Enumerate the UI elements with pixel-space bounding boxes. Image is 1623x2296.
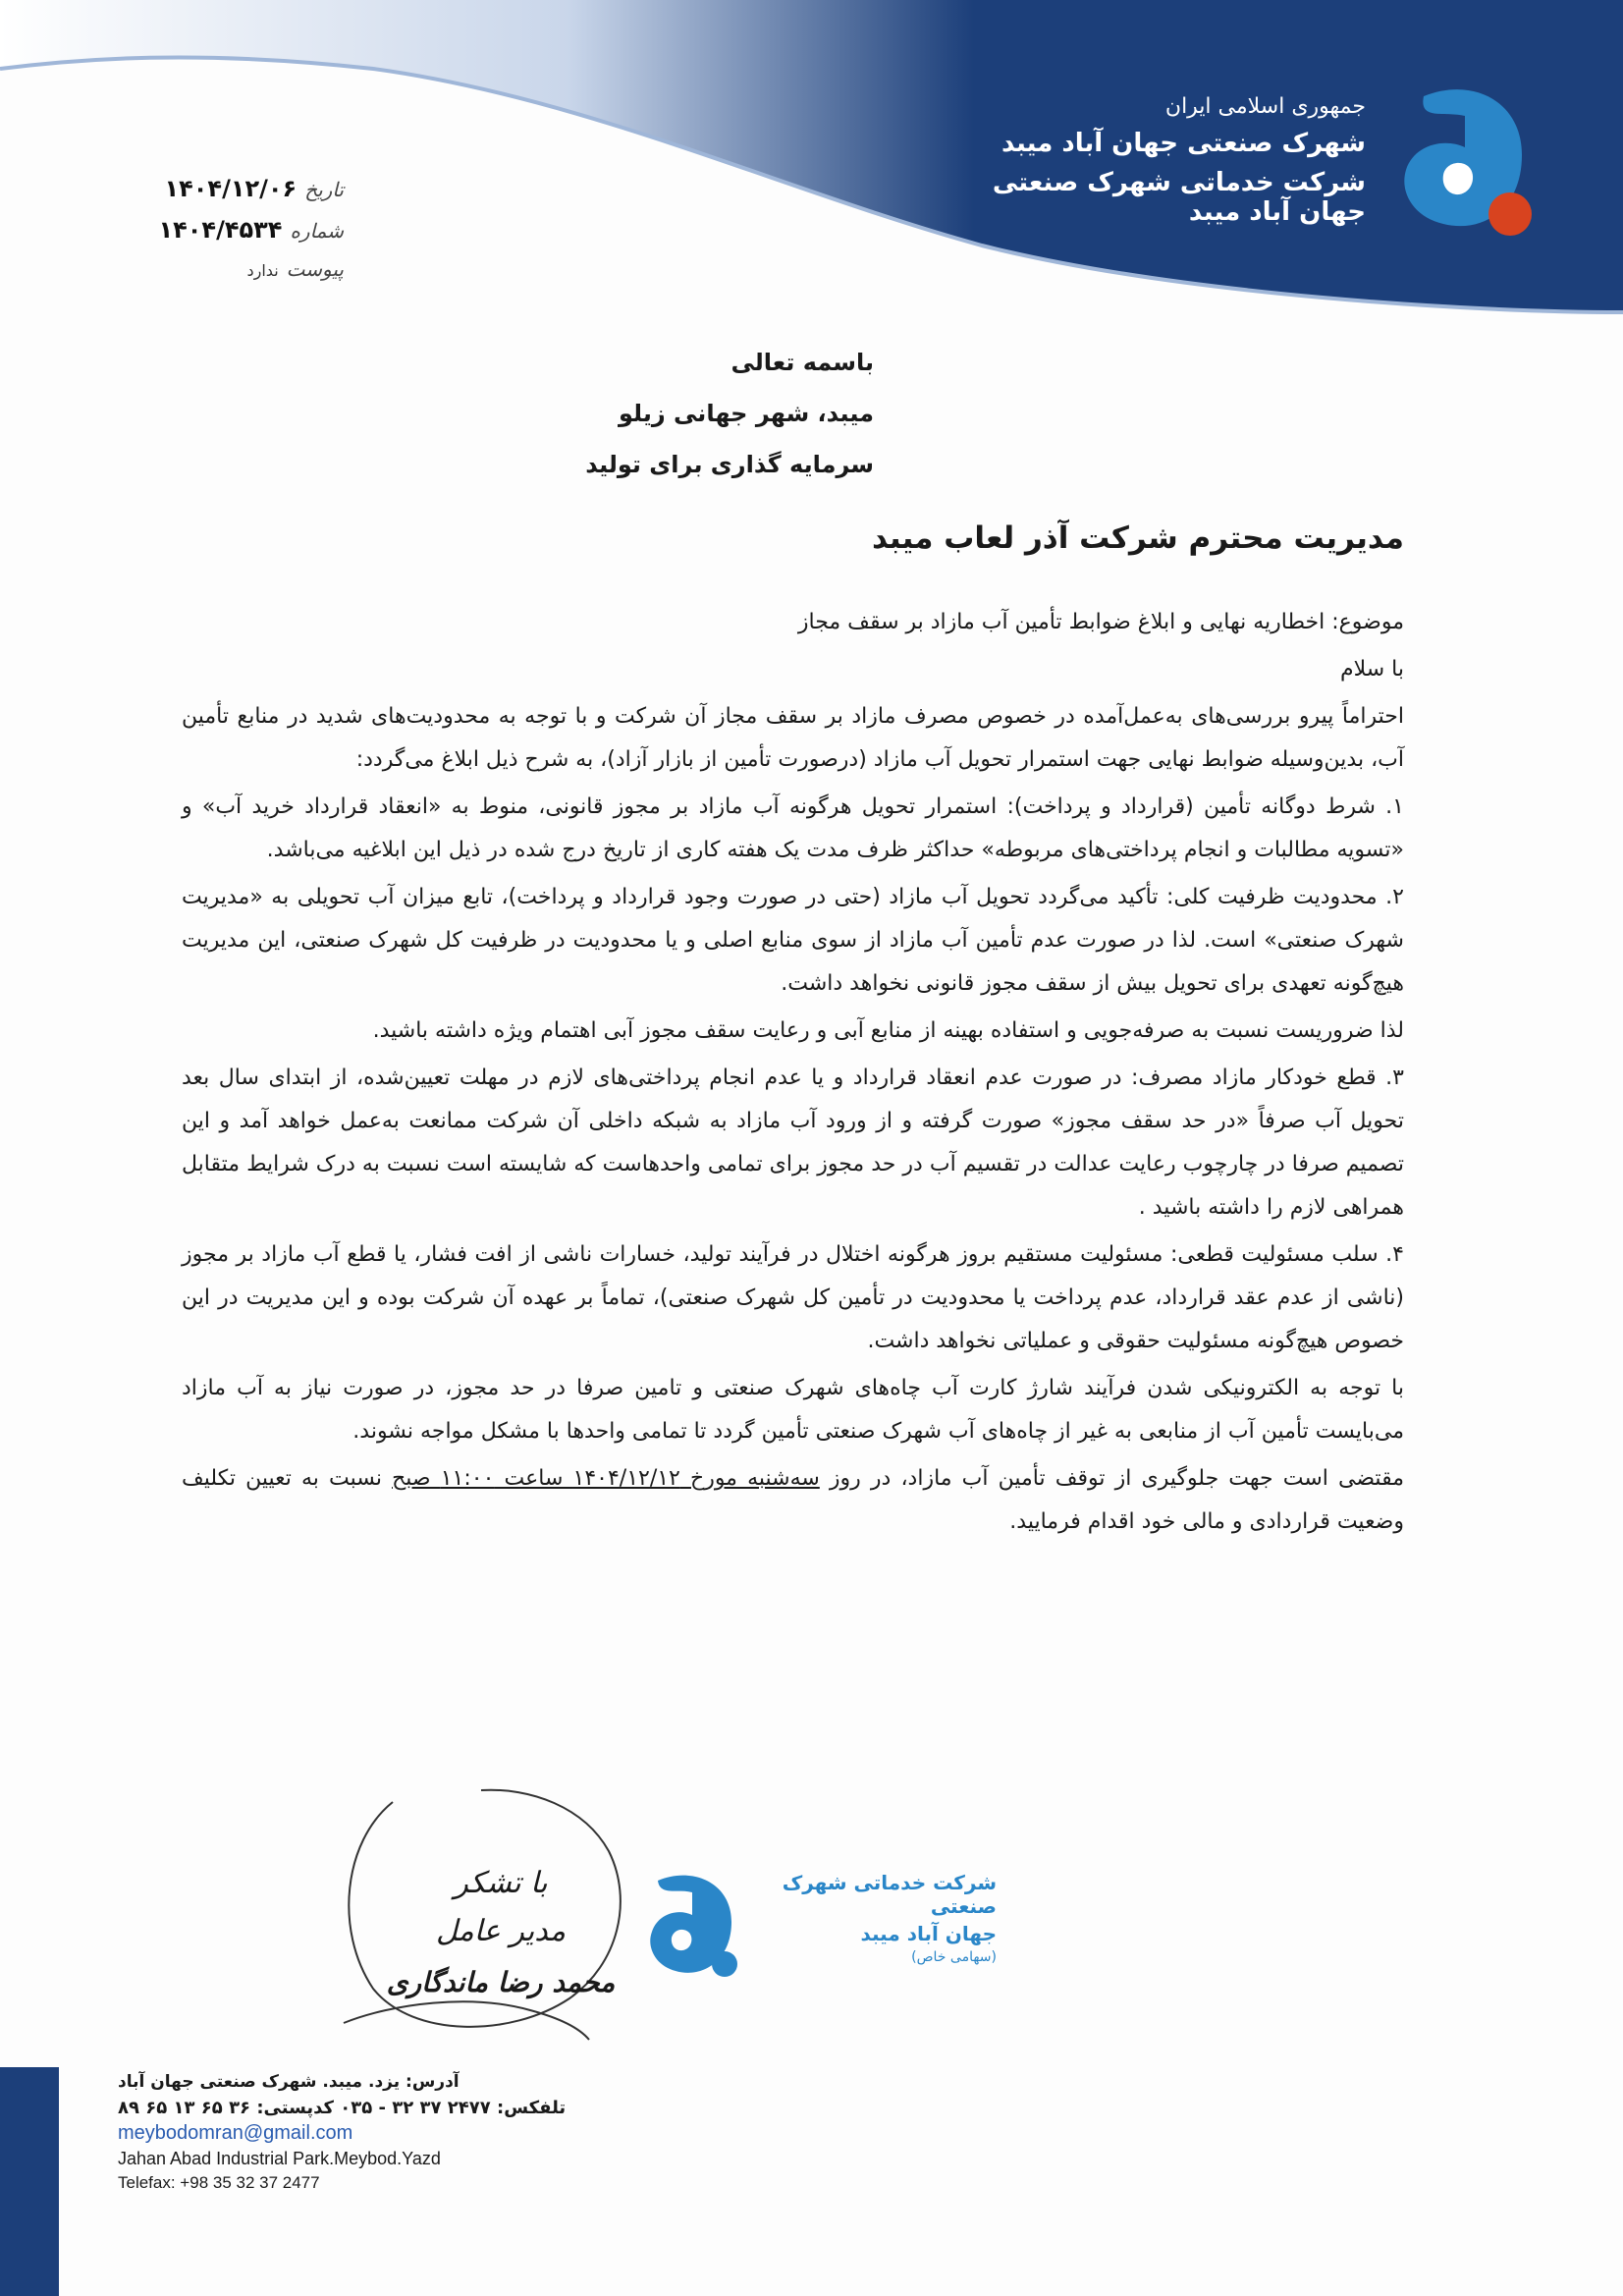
attachment-label: پیوست [286,257,344,281]
attachment-value: ندارد [246,261,279,280]
date-row [108,175,344,202]
organization-title [953,94,1366,227]
signature-title: مدیر عامل [435,1914,567,1948]
stamp-line-location: جهان آباد میبد [860,1922,997,1945]
company-stamp [756,1871,997,1965]
greeting: با سلام [1339,657,1404,682]
letter-meta [108,175,344,295]
slogan-year: سرمایه گذاری برای تولید [585,451,874,478]
company-logo [1384,77,1542,248]
org-line-company: شرکت خدماتی شهرک صنعتی جهان آباد میبد [992,168,1366,227]
clause-3: ۳. قطع خودکار مازاد مصرف: در صورت عدم انعقاد قرارداد و یا عدم انجام پرداختی‌های لازم در مهلت تعیین‌شده، از ابتدای سال بعد تحویل آب صرفاً «در حد سقف مجوز» صورت گرفته و از ورود آب مازاد به شبکه داخلی آن شرکت ممانعت به‌عمل خواهد آمد و این تصمیم صرفا در چارچوب رعایت عدالت در تقسیم آب در حد مجوز برای تمامی واحدهاست که شایسته است نسبت به درک شرایط متقابل همراهی لازم را داشته باشید . [182,1066,1404,1220]
intro-paragraph: احتراماً پیرو بررسی‌های به‌عمل‌آمده در خصوص مصرف مازاد بر سقف مجاز آن شرکت و با توجه به محدودیت‌های شدید در منابع تأمین آب، بدین‌وسیله ضوابط نهایی جهت استمرار تحویل آب مازاد (درصورت تأمین از بازار آزاد)، به شرح ذیل ابلاغ می‌گردد: [182,704,1404,772]
date-value: ۱۴۰۴/۱۲/۰۶ [164,175,298,202]
closing-paragraph-1: با توجه به الکترونیکی شدن فرآیند شارژ کارت آب چاه‌های شهرک صنعتی و تامین صرفا در حد مجوز، در صورت نیاز به آب مازاد می‌بایست تأمین آب از منابعی به غیر از چاه‌های آب شهرک صنعتی تأمین گردد تا تمامی واحدها با مشکل مواجه نشوند. [182,1376,1404,1444]
clause-2-note: لذا ضروریست نسبت به صرفه‌جویی و استفاده بهینه از منابع آبی و رعایت سقف مجوز آبی اهتمام ویژه داشته باشید. [372,1018,1404,1043]
footer-address: آدرس: یزد. میبد. شهرک صنعتی جهان آباد [118,2072,460,2092]
footer-address-en: Jahan Abad Industrial Park.Meybod.Yazd [118,2149,441,2168]
invocation: باسمه تعالی [730,349,874,376]
org-line-country: جمهوری اسلامی ایران [1164,94,1366,119]
signature-thanks: با تشکر [454,1866,548,1900]
date-label: تاریخ [304,178,344,201]
closing-2-post: نسبت به تعیین تکلیف وضعیت قراردادی و مالی خود اقدام فرمایید. [182,1466,1404,1534]
footer-bar [0,2067,59,2296]
slogan-city: میبد، شهر جهانی زیلو [619,400,874,427]
closing-2-pre: مقتضی است جهت جلوگیری از توقف تأمین آب مازاد، در روز [819,1466,1404,1491]
meeting-date: سه‌شنبه مورخ ۱۴۰۴/۱۲/۱۲ ساعت ۱۱:۰۰ صبح [392,1466,820,1491]
stamp-line-type: (سهامی خاص) [911,1949,997,1965]
number-row [108,216,344,244]
footer-contact [118,2072,609,2193]
number-label: شماره [290,219,344,243]
subject: موضوع: اخطاریه نهایی و ابلاغ ضوابط تأمین آب مازاد بر سقف مجاز [797,610,1404,634]
footer-email: meybodomran@gmail.com [118,2122,353,2144]
footer-tel: تلفکس: ۲۴۷۷ ۳۷ ۳۲ - ۰۳۵ کدپستی: ۳۶ ۶۵ ۱۳ ۶۵ ۸۹ [118,2098,567,2118]
signature-name: محمد رضا ماندگاری [386,1966,616,1998]
letter-body [182,601,1404,1548]
footer-telefax: Telefax: +98 35 32 37 2477 [118,2173,320,2192]
recipient: مدیریت محترم شرکت آذر لعاب میبد [872,520,1404,556]
signature-block [353,1866,648,1998]
clause-4: ۴. سلب مسئولیت قطعی: مسئولیت مستقیم بروز هرگونه اختلال در فرآیند تولید، خسارات ناشی از افت فشار، یا قطع آب مازاد بر مجوز (ناشی از عدم عقد قرارداد، عدم پرداخت یا محدودیت در تأمین کل شهرک صنعتی)، تماماً بر عهده آن شرکت بوده و این مدیریت در این خصوص هیچ‌گونه مسئولیت حقوقی و عملیاتی نخواهد داشت. [182,1242,1404,1353]
clause-1: ۱. شرط دوگانه تأمین (قرارداد و پرداخت): استمرار تحویل هرگونه آب مازاد بر مجوز قانونی، منوط به «انعقاد قرارداد خرید آب» و «تسویه مطالبات و انجام پرداختی‌های مربوطه» حداکثر ظرف مدت یک هفته کاری از تاریخ درج شده در ذیل این ابلاغیه می‌باشد. [182,794,1404,862]
attachment-row [108,257,344,281]
closing-paragraph-2 [182,1457,1404,1544]
clause-2: ۲. محدودیت ظرفیت کلی: تأکید می‌گردد تحویل آب مازاد (حتی در صورت وجود قرارداد و پرداخت)، تابع میزان آب تحویلی به «مدیریت شهرک صنعتی» است. لذا در صورت عدم تأمین آب مازاد از سوی منابع اصلی و یا محدودیت در ظرفیت کل شهرک صنعتی، این مدیریت هیچ‌گونه تعهدی برای تحویل بیش از سقف مجوز قانونی نخواهد داشت. [182,885,1404,996]
number-value: ۱۴۰۴/۴۵۳۴ [158,216,283,244]
stamp-line-company: شرکت خدماتی شهرک صنعتی [782,1871,997,1918]
org-line-park: شهرک صنعتی جهان آباد میبد [1001,129,1366,158]
letter-intro [295,349,874,502]
